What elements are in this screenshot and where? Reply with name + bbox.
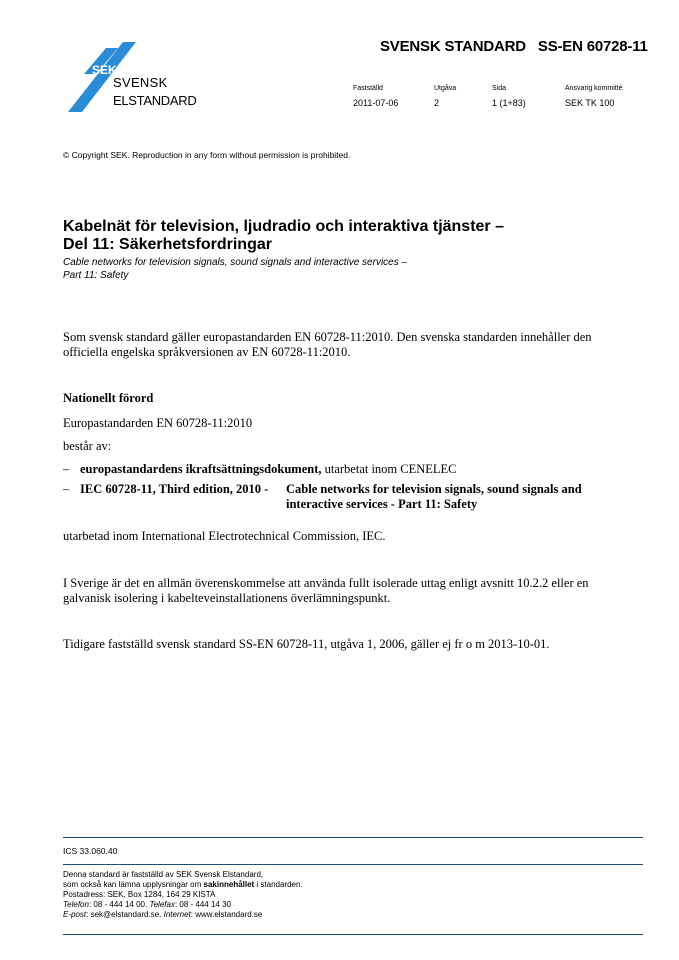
intro-line-2: officiella engelska språkversionen av EN 60728-11:2010. xyxy=(63,345,351,359)
footer-email-line xyxy=(63,910,303,920)
epost-value: : sek@elstandard.se. xyxy=(86,910,164,919)
foreword-heading: Nationellt förord xyxy=(63,391,154,405)
swedish-title-line-2: Del 11: Säkerhetsfordringar xyxy=(63,236,272,253)
epost-label: E-post xyxy=(63,910,87,919)
footer-postal-address: Postadress: SEK, Box 1284, 164 29 KISTA xyxy=(63,890,216,899)
telefax-label: Telefax xyxy=(149,900,175,909)
footer-divider-bottom xyxy=(63,934,643,935)
telefon-label: Telefon xyxy=(63,900,89,909)
footer-line-2-bold: sakinnehållet xyxy=(203,880,255,889)
list-item-rest: utarbetat inom CENELEC xyxy=(321,462,457,476)
footer-line-2-a: som också kan lämna upplysningar om xyxy=(63,880,204,889)
swedish-title-line-1: Kabelnät för television, ljudradio och interaktiva tjänster – xyxy=(63,218,504,235)
meta-value-committee: SEK TK 100 xyxy=(565,98,615,108)
footer-line-2 xyxy=(63,880,303,890)
footer-phone-line xyxy=(63,900,303,910)
iec-title: Cable networks for television signals, sound signals and interactive services - Part 11: Safety xyxy=(286,482,582,511)
standard-title xyxy=(380,38,648,55)
iec-prepared-line: utarbetad inom International Electrotechnical Commission, IEC. xyxy=(63,529,386,543)
english-title-line-2: Part 11: Safety xyxy=(63,270,129,281)
footer-line-2-b: i standarden. xyxy=(254,880,303,889)
list-item-text xyxy=(80,462,457,477)
meta-label-fastställd: Fastställd xyxy=(353,85,383,92)
previous-standard-paragraph: Tidigare fastställd svensk standard SS-EN 60728-11, utgåva 1, 2006, gäller ej fr o m 2013-10-01. xyxy=(63,637,550,651)
internet-value: : www.elstandard.se xyxy=(190,910,263,919)
meta-value-edition: 2 xyxy=(434,98,440,108)
logo-svensk-text: SVENSK xyxy=(113,75,168,90)
footer-contact-block xyxy=(63,870,303,920)
telefon-value: : 08 - 444 14 00. xyxy=(88,900,150,909)
sweden-line-2: galvanisk isolering i kabelteveinstallationens överlämningspunkt. xyxy=(63,591,391,605)
english-title xyxy=(63,256,407,282)
meta-label-kommitte: Ansvarig kommitté xyxy=(565,85,623,92)
meta-value-pages: 1 (1+83) xyxy=(492,98,526,108)
internet-label: Internet xyxy=(163,910,191,919)
copyright-notice: © Copyright SEK. Reproduction in any form without permission is prohibited. xyxy=(63,150,351,160)
list-item xyxy=(63,462,457,477)
logo-sek-text: SEK xyxy=(92,63,117,77)
intro-line-1: Som svensk standard gäller europastandarden EN 60728-11:2010. Den svenska standarden innehåller den xyxy=(63,330,592,344)
meta-label-sida: Sida xyxy=(492,85,507,92)
logo-elstandard-text: ELSTANDARD xyxy=(113,93,197,108)
english-title-line-1: Cable networks for television signals, sound signals and interactive services – xyxy=(63,257,408,268)
consists-of-line: består av: xyxy=(63,439,112,453)
footer-line-1: Denna standard är fastställd av SEK Svensk Elstandard, xyxy=(63,870,264,879)
list-item xyxy=(63,482,616,512)
list-item-bold: europastandardens ikraftsättningsdokument, xyxy=(80,462,322,476)
meta-label-utgava: Utgåva xyxy=(434,85,457,92)
bullet-dash: – xyxy=(63,462,70,476)
standard-number: SS-EN 60728-11 xyxy=(537,38,648,55)
bullet-dash: – xyxy=(63,482,70,496)
sweden-paragraph xyxy=(63,576,643,606)
meta-value-date: 2011-07-06 xyxy=(353,98,399,108)
telefax-value: : 08 - 444 14 30 xyxy=(174,900,231,909)
iec-reference: IEC 60728-11, Third edition, 2010 - xyxy=(80,482,269,496)
intro-paragraph xyxy=(63,330,643,360)
footer-divider-middle xyxy=(63,864,643,865)
sweden-line-1: I Sverige är det en allmän överenskommelse att använda fullt isolerade uttag enligt avsnitt 10.2.2 eller en xyxy=(63,576,589,590)
standard-label: SVENSK STANDARD xyxy=(380,38,526,55)
footer-divider-top xyxy=(63,837,643,838)
european-standard-line: Europastandarden EN 60728-11:2010 xyxy=(63,416,253,430)
swedish-title xyxy=(63,218,504,254)
ics-code: ICS 33.060.40 xyxy=(63,846,118,856)
